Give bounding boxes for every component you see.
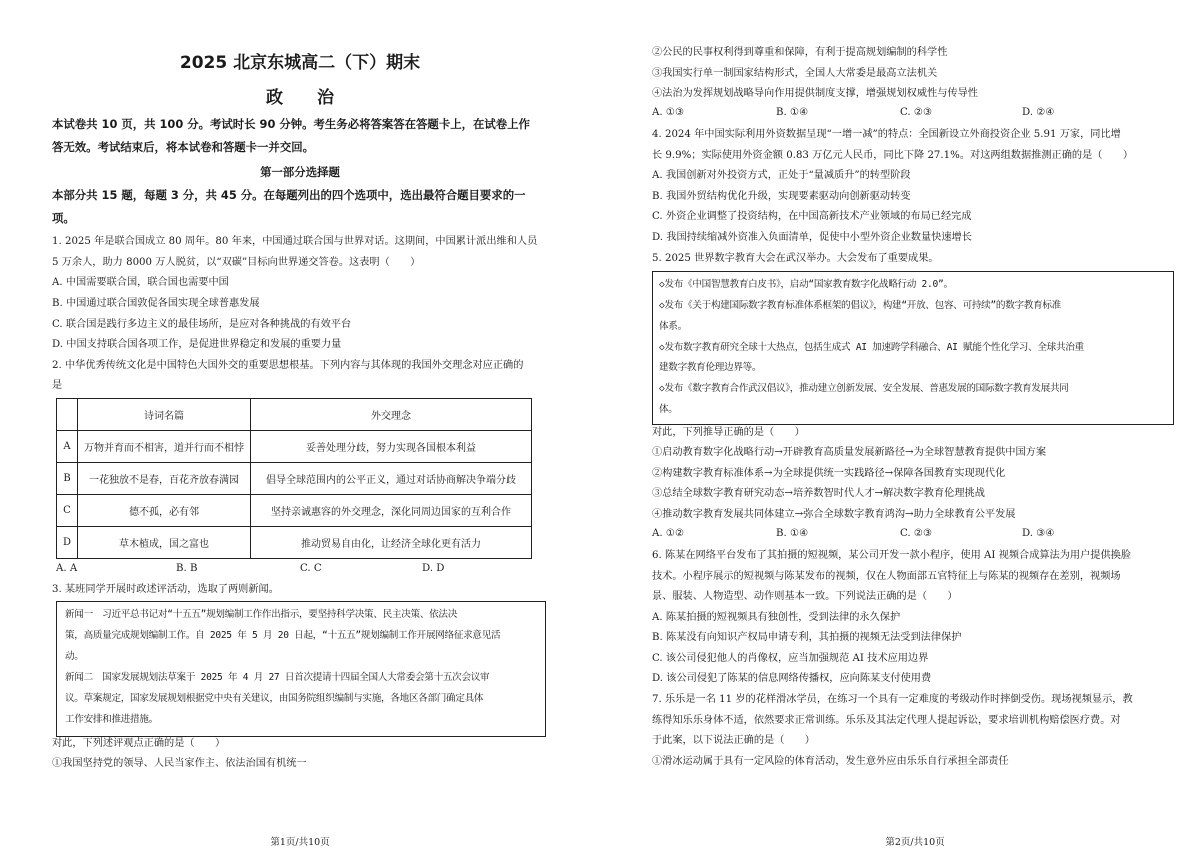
achievement-line: ◇发布《中国智慧教育白皮书》，启动“国家教育数字化战略行动 2.0”。: [659, 279, 953, 290]
poem-cell: 德不孤，必有邻: [78, 495, 251, 527]
achievement-line: 体系。: [659, 321, 687, 332]
question-2-table: [56, 398, 532, 559]
table-header-idea: 外交理念: [251, 399, 532, 431]
achievement-line: 体。: [659, 404, 678, 415]
question-3-item: ③我国实行单一制国家结构形式，全国人大常委是最高立法机关: [652, 68, 938, 79]
table-row: [57, 431, 532, 463]
poem-cell: 草木植成，国之富也: [78, 527, 251, 559]
question-3-option-a: A. ①③: [652, 107, 685, 118]
question-5-intro: 5. 2025 世界数字教育大会在武汉举办。大会发布了重要成果。: [652, 253, 939, 264]
exam-title: 2025 北京东城高二（下）期末: [179, 53, 421, 73]
question-3-item: ②公民的民事权利得到尊重和保障，有利于提高规划编制的科学性: [652, 47, 948, 58]
instruction-line: 答无效。考试结束后，将本试卷和答题卡一并交回。: [52, 140, 314, 154]
table-header-poem: 诗词名篇: [78, 399, 251, 431]
row-label: C: [57, 495, 78, 527]
question-5-prompt: 对此，下列推导正确的是（ ）: [652, 427, 805, 438]
question-3-option-d: D. ②④: [1022, 107, 1055, 118]
question-3-option-b: B. ①④: [776, 107, 809, 118]
achievement-line: 建数字教育伦理边界等。: [659, 362, 762, 373]
question-6-text: 技术。小程序展示的短视频与陈某发布的视频，仅在人物面部五官特征上与陈某的视频存在差别，视频场: [652, 571, 1121, 582]
question-2-option-b: B. B: [176, 563, 198, 574]
question-5-item: ①启动教育数字化战略行动→开辟教育高质量发展新路径→为全球智慧教育提供中国方案: [652, 447, 1047, 458]
question-5-option-a: A. ①②: [652, 528, 685, 539]
news-line: 新闻一 习近平总书记对“十五五”规划编制工作作出指示，要坚持科学决策、民主决策、依法决: [65, 609, 457, 620]
achievement-line: ◇发布《关于构建国际数字教育标准体系框架的倡议》，构建“开放、包容、可持续”的数字教育标准: [659, 300, 1061, 311]
question-5-item: ④推动数字教育发展共同体建立→弥合全球数字教育鸿沟→助力全球教育公平发展: [652, 509, 1016, 520]
question-3-item: ④法治为发挥规划战略导向作用提供制度支撑，增强规划权威性与传导性: [652, 88, 978, 99]
page-footer: 第2页/共10页: [885, 837, 945, 848]
question-4-text: 4. 2024 年中国实际利用外资数据呈现“一增一减”的特点：全国新设立外商投资企业 5.91 万家，同比增: [652, 129, 1121, 140]
question-1-text: 5 万余人，助力 8000 万人脱贫，以“双碳”目标向世界递交答卷。这表明（ ）: [52, 257, 421, 268]
question-4-text: 长 9.9%；实际使用外资金额 0.83 万亿元人民币，同比下降 27.1%。对这两组数据推测正确的是（ ）: [652, 150, 1134, 161]
achievement-line: ◇发布《数字教育合作武汉倡议》，推动建立创新发展、安全发展、普惠发展的国际数字教育发展共同: [659, 383, 1069, 394]
table-row: [57, 495, 532, 527]
news-line: 工作安排和推进措施。: [65, 714, 158, 725]
question-5-option-d: D. ③④: [1022, 528, 1055, 539]
question-2-option-c: C. C: [300, 563, 322, 574]
question-3-option-c: C. ②③: [900, 107, 933, 118]
achievements-box: [652, 271, 1174, 425]
table-header-row: [57, 399, 532, 431]
part-instruction-line: 本部分共 15 题，每题 3 分，共 45 分。在每题列出的四个选项中，选出最符合题目要求的一: [52, 188, 526, 202]
page-1: [52, 0, 548, 848]
achievement-line: ◇发布数字教育研究全球十大热点，包括生成式 AI 加速跨学科融合、AI 赋能个性化学习、全球共治重: [659, 342, 1084, 353]
row-label: B: [57, 463, 78, 495]
idea-cell: 倡导全球范围内的公平正义，通过对话协商解决争端分歧: [251, 463, 532, 495]
question-5-item: ③总结全球数字教育研究动态→培养数智时代人才→解决数字教育伦理挑战: [652, 488, 985, 499]
question-5-option-b: B. ①④: [776, 528, 809, 539]
question-6-text: 景、服装、人物造型、动作则基本一致。下列说法正确的是（ ）: [652, 591, 958, 602]
question-2-option-d: D. D: [422, 563, 445, 574]
question-7-item: ①滑冰运动属于具有一定风险的体育活动，发生意外应由乐乐自行承担全部责任: [652, 756, 1009, 767]
news-line: 策，高质量完成规划编制工作。自 2025 年 5 月 20 日起，“十五五”规划编制工作开展网络征求意见活: [65, 630, 501, 641]
question-4-option-b: B. 我国外贸结构优化升级，实现要素驱动向创新驱动转变: [652, 191, 911, 202]
subject-title: 政 治: [266, 88, 334, 108]
question-3-intro: 3. 某班同学开展时政述评活动，选取了两则新闻。: [52, 584, 279, 595]
question-6-option-d: D. 该公司侵犯了陈某的信息网络传播权，应向陈某支付使用费: [652, 673, 932, 684]
poem-cell: 一花独放不是春，百花齐放春满园: [78, 463, 251, 495]
part-instruction-line: 项。: [52, 211, 75, 225]
poem-cell: 万物并育而不相害，道并行而不相悖: [78, 431, 251, 463]
question-6-option-b: B. 陈某没有向知识产权局申请专利，其拍摄的视频无法受到法律保护: [652, 632, 962, 643]
question-7-text: 练得知乐乐身体不适，依然要求正常训练。乐乐及其法定代理人提起诉讼，要求培训机构赔偿医疗费。对: [652, 715, 1121, 726]
page-2: [652, 0, 1178, 848]
idea-cell: 推动贸易自由化，让经济全球化更有活力: [251, 527, 532, 559]
question-5-option-c: C. ②③: [900, 528, 933, 539]
question-4-option-d: D. 我国持续缩减外资准入负面清单，促使中小型外资企业数量快速增长: [652, 232, 972, 243]
question-7-text: 于此案，以下说法正确的是（ ）: [652, 735, 815, 746]
news-line: 新闻二 国家发展规划法草案于 2025 年 4 月 27 日首次提请十四届全国人大常委会第十五次会议审: [65, 672, 490, 683]
news-line: 议。草案规定，国家发展规划根据党中央有关建议，由国务院组织编制与实施，各地区各部门确定具体: [65, 693, 484, 704]
question-5-item: ②构建数字教育标准体系→为全球提供统一实践路径→保障各国教育实现现代化: [652, 468, 1006, 479]
table-row: [57, 527, 532, 559]
table-row: [57, 463, 532, 495]
question-2-text: 是: [52, 380, 63, 391]
question-3-prompt: 对此，下列述评观点正确的是（ ）: [52, 738, 226, 749]
question-4-option-a: A. 我国创新对外投资方式，正处于“量减质升”的转型阶段: [652, 170, 911, 181]
question-6-option-c: C. 该公司侵犯他人的肖像权，应当加强规范 AI 技术应用边界: [652, 653, 929, 664]
page-footer: 第1页/共10页: [270, 837, 330, 848]
row-label: A: [57, 431, 78, 463]
idea-cell: 坚持亲诚惠容的外交理念，深化同周边国家的互利合作: [251, 495, 532, 527]
question-1-text: 1. 2025 年是联合国成立 80 周年。80 年来，中国通过联合国与世界对话。这期间，中国累计派出维和人员: [52, 236, 538, 247]
table-cell: [57, 399, 78, 431]
question-4-option-c: C. 外资企业调整了投资结构，在中国高新技术产业领域的布局已经完成: [652, 211, 972, 222]
row-label: D: [57, 527, 78, 559]
idea-cell: 妥善处理分歧，努力实现各国根本利益: [251, 431, 532, 463]
news-line: 动。: [65, 651, 84, 662]
part-title: 第一部分选择题: [260, 165, 340, 179]
question-1-option-b: B. 中国通过联合国敦促各国实现全球普惠发展: [52, 298, 260, 309]
news-box: [56, 601, 546, 737]
question-2-text: 2. 中华优秀传统文化是中国特色大国外交的重要思想根基。下列内容与其体现的我国外交理念对应正确的: [52, 360, 524, 371]
question-6-text: 6. 陈某在网络平台发布了其拍摄的短视频，某公司开发一款小程序，使用 AI 视频合成算法为用户提供换脸: [652, 550, 1132, 561]
question-1-option-a: A. 中国需要联合国，联合国也需要中国: [52, 277, 229, 288]
question-1-option-d: D. 中国支持联合国各项工作，是促进世界稳定和发展的重要力量: [52, 339, 342, 350]
instruction-line: 本试卷共 10 页，共 100 分。考试时长 90 分钟。考生务必将答案答在答题卡上，在试卷上作: [52, 117, 530, 131]
question-6-option-a: A. 陈某拍摄的短视频具有独创性，受到法律的永久保护: [652, 612, 901, 623]
question-7-text: 7. 乐乐是一名 11 岁的花样滑冰学员，在练习一个具有一定难度的考级动作时摔倒受伤。现场视频显示，教: [652, 694, 1133, 705]
question-3-item: ①我国坚持党的领导、人民当家作主、依法治国有机统一: [52, 758, 307, 769]
question-2-option-a: A. A: [56, 563, 78, 574]
question-1-option-c: C. 联合国是践行多边主义的最佳场所，是应对各种挑战的有效平台: [52, 319, 352, 330]
